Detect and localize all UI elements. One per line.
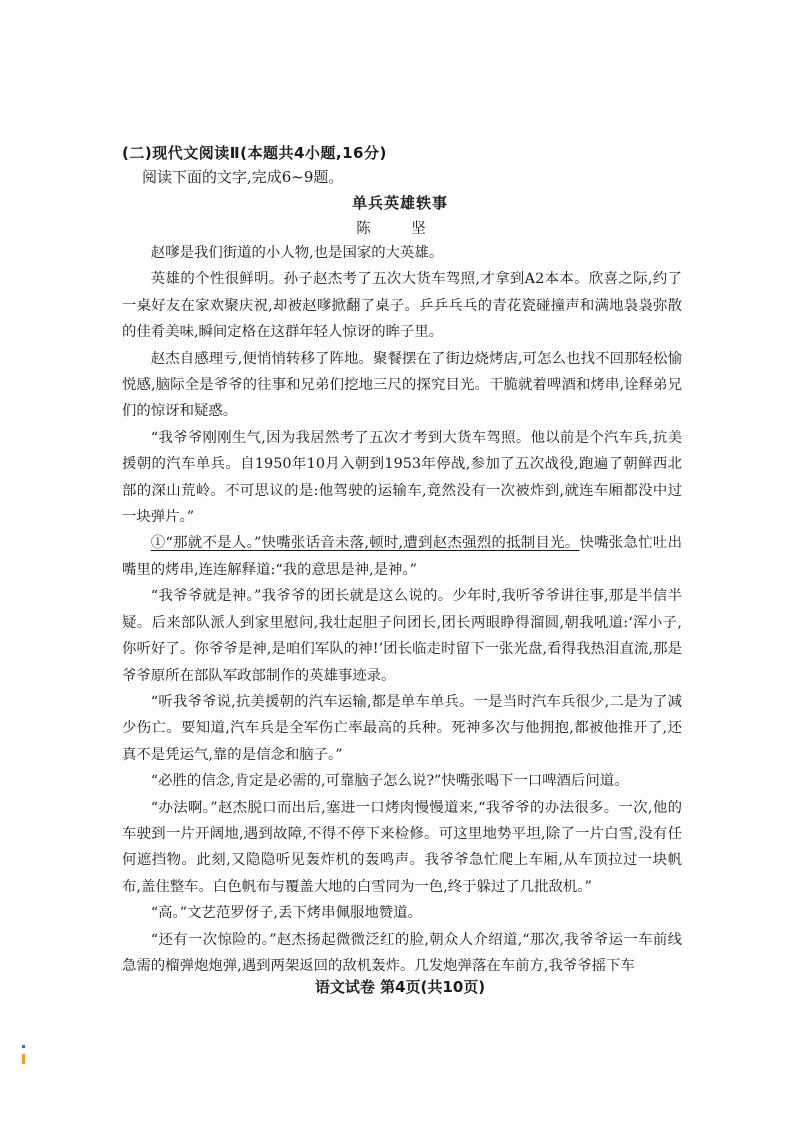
paragraph: “我爷爷刚刚生气,因为我居然考了五次才考到大货车驾照。他以前是个汽车兵,抗美援朝的汽车单兵。自1950年10月入朝到1953年停战,参加了五次战役,跑遍了朝鲜西北部的深山荒岭。不可思议的是:他驾驶的运输车,竟然没有一次被炸到,就连车厢都没中过一块弹片。” <box>122 429 682 526</box>
paragraph: “听我爷爷说,抗美援朝的汽车运输,都是单车单兵。一是当时汽车兵很少,二是为了减少伤亡。要知道,汽车兵是全军伤亡率最高的兵种。死神多次与他拥抱,都被他推开了,还真不是凭运气,靠的是信念和脑子。” <box>122 693 682 763</box>
reading-instruction: 阅读下面的文字,完成6~9题。 <box>142 168 344 186</box>
page-footer: 语文试卷 第4页(共10页) <box>314 978 486 996</box>
section-heading: (二)现代文阅读Ⅱ(本题共4小题,16分) <box>122 144 387 162</box>
paragraph: 赵杰自感理亏,便悄悄转移了阵地。聚餐摆在了街边烧烤店,可怎么也找不回那轻松愉悦感,脑际全是爷爷的往事和兄弟们挖地三尺的探究目光。干脆就着啤酒和烤串,诠释弟兄们的惊讶和疑惑。 <box>122 350 682 420</box>
paragraph-underlined <box>122 530 682 583</box>
paragraph: “必胜的信念,肯定是必需的,可靠脑子怎么说?”快嘴张喝下一口啤酒后问道。 <box>150 773 629 790</box>
underlined-sentence: “那就不是人。”快嘴张话音未落,顿时,遭到赵杰强烈的抵制目光。 <box>165 535 580 552</box>
scan-marker-bar <box>22 1054 25 1064</box>
article-title: 单兵英雄轶事 <box>351 194 448 212</box>
underline-marker: ① <box>150 535 166 552</box>
article-author: 陈 坚 <box>356 221 444 237</box>
paragraph: “高。”文艺范罗伢子,丢下烤串佩服地赞道。 <box>150 905 422 922</box>
paragraph: 赵嗲是我们街道的小人物,也是国家的大英雄。 <box>150 245 444 261</box>
paragraph: “办法啊。”赵杰脱口而出后,塞进一口烤肉慢慢道来,“我爷爷的办法很多。一次,他的车驶到一片开阔地,遇到故障,不得不停下来检修。可这里地势平坦,除了一片白雪,没有任何遮挡物。此刻,又隐隐听见轰炸机的轰鸣声。我爷爷急忙爬上车厢,从车顶拉过一块帆布,盖住整车。白色帆布与覆盖大地的白雪同为一色,终于躲过了几批敌机。” <box>122 799 682 895</box>
paragraph: “我爷爷就是神。”我爷爷的团长就是这么说的。少年时,我听爷爷讲往事,那是半信半疑。后来部队派人到家里慰问,我壮起胆子问团长,团长两眼睁得溜圆,朝我吼道:‘浑小子,你听好了。你爷爷是神,是咱们军队的神!’团长临走时留下一张光盘,看得我热泪直流,那是爷爷原所在部队军政部制作的英雄事迹录。 <box>122 588 682 684</box>
paragraph: 英雄的个性很鲜明。孙子赵杰考了五次大货车驾照,才拿到A2本本。欣喜之际,约了一桌好友在家欢聚庆祝,却被赵嗲掀翻了桌子。乒乒乓乓的青花瓷碰撞声和满地袅袅弥散的佳肴美味,瞬间定格在这群年轻人惊讶的眸子里。 <box>122 271 682 341</box>
paragraph-rest: 快嘴张急忙吐出嘴里的烤串,连连解释道:“我的意思是神,是神。” <box>122 535 682 578</box>
scan-marker-dot <box>22 1045 25 1048</box>
paragraph: “还有一次惊险的。”赵杰扬起微微泛红的脸,朝众人介绍道,“那次,我爷爷运一车前线急需的榴弹炮炮弹,遇到两架返回的敌机轰炸。几发炮弹落在车前方,我爷爷摇下车 <box>122 931 682 974</box>
article-body <box>122 240 682 979</box>
